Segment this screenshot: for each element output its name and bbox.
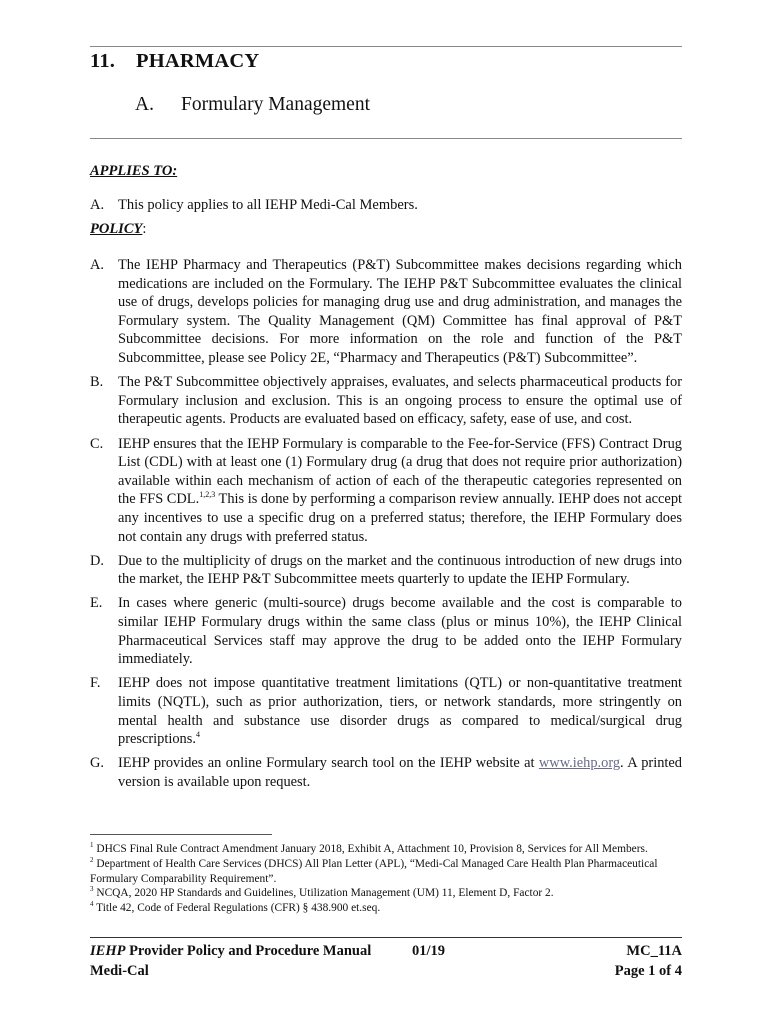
iehp-website-link[interactable]: www.iehp.org bbox=[538, 755, 621, 772]
footnotes bbox=[90, 842, 680, 916]
applies-to-text: This policy applies to all IEHP Medi-Cal Members. bbox=[118, 197, 418, 213]
footnote-number: 1 bbox=[90, 841, 94, 850]
section-letter: A. bbox=[135, 94, 154, 115]
policy-item-a bbox=[90, 256, 682, 368]
footnote-reference: 4 bbox=[195, 730, 200, 740]
footnote-text: Department of Health Care Services (DHCS) All Plan Letter (APL), “Medi-Cal Managed Care Health Plan Pharmaceutical Formulary Comparability Requirement”. bbox=[90, 857, 658, 885]
policy-item-letter: F. bbox=[90, 675, 101, 692]
policy-item-letter: D. bbox=[90, 552, 104, 569]
footnote-number: 2 bbox=[90, 856, 94, 864]
applies-to-item bbox=[90, 197, 418, 214]
chapter-title: PHARMACY bbox=[136, 50, 260, 72]
section-title: Formulary Management bbox=[181, 94, 370, 115]
footnote-reference: 1,2,3 bbox=[199, 490, 216, 500]
policy-item-text: In cases where generic (multi-source) drugs become available and the cost is comparable to similar IEHP Formulary drugs within the same class (plus or minus 10%), the IEHP Clinical Pharmaceutical Services staff may approve the drug to be added onto the IEHP Formulary immediately. bbox=[118, 595, 682, 668]
policy-item-text-part: IEHP does not impose quantitative treatment limitations (QTL) or non-quantitative treatment limits (NQTL), such as prior authorization, tiers, or network standards, more stringently on mental health and substance use disorder drugs as compared to medical/surgical drug prescriptions. bbox=[118, 675, 682, 748]
header-bottom-rule bbox=[90, 138, 682, 139]
revision-date: 01/19 bbox=[412, 943, 446, 959]
section-heading bbox=[135, 94, 370, 116]
footnote bbox=[90, 901, 680, 916]
policy-item-f bbox=[90, 674, 682, 748]
manual-title-rest: Provider Policy and Procedure Manual bbox=[125, 943, 372, 959]
policy-item-letter: E. bbox=[90, 595, 103, 612]
policy-item-c bbox=[90, 435, 682, 547]
policy-item-letter: B. bbox=[90, 374, 104, 391]
policy-heading-colon: : bbox=[142, 221, 147, 237]
header-top-rule bbox=[90, 46, 682, 47]
applies-to-heading: APPLIES TO: bbox=[90, 163, 178, 179]
manual-title-iehp: IEHP bbox=[90, 943, 126, 959]
policy-list bbox=[90, 256, 682, 797]
footnote-number: 4 bbox=[90, 900, 94, 909]
policy-item-g bbox=[90, 754, 682, 791]
policy-item-d bbox=[90, 552, 682, 589]
footer-row-2 bbox=[90, 962, 682, 982]
policy-item-text-part: This is done by performing a comparison review annually. IEHP does not accept any incentives to use a specific drug on a preferred status; therefore, the IEHP Formulary does not contain any drugs with preferred status. bbox=[118, 491, 683, 545]
footnote-separator bbox=[90, 834, 272, 835]
page-footer bbox=[90, 942, 682, 981]
chapter-number: 11. bbox=[90, 50, 116, 72]
footer-rule bbox=[90, 937, 682, 938]
policy-item-letter: G. bbox=[90, 755, 104, 772]
page-number: Page 1 of 4 bbox=[614, 962, 682, 979]
policy-item-text: The P&T Subcommittee objectively appraises, evaluates, and selects pharmaceutical products for Formulary inclusion and exclusion. This is an ongoing process to ensure the optimal use of therapeutic agents. Products are evaluated based on efficacy, safety, ease of use, and cost. bbox=[118, 374, 682, 428]
policy-item-text-part: IEHP ensures that the IEHP Formulary is comparable to the Fee-for-Service (FFS) Contract Drug List (CDL) with at least one (1) Formulary drug (a drug that does not require prior authorization) available within each mechanism of action of each of the therapeutic categories represented on the FFS CDL. bbox=[118, 435, 682, 508]
footnote-text: DHCS Final Rule Contract Amendment January 2018, Exhibit A, Attachment 10, Provision 8, Services for All Members. bbox=[96, 843, 648, 855]
footer-row-1 bbox=[90, 942, 682, 962]
line-of-business: Medi-Cal bbox=[90, 962, 149, 979]
policy-item-text: Due to the multiplicity of drugs on the market and the continuous introduction of new drugs into the market, the IEHP P&T Subcommittee meets quarterly to update the IEHP Formulary. bbox=[118, 552, 682, 588]
policy-item-text: The IEHP Pharmacy and Therapeutics (P&T) Subcommittee makes decisions regarding which medications are included on the Formulary. The IEHP P&T Subcommittee evaluates the clinical use of drugs, develops policies for managing drug use and drug administration, and manages the Formulary system. The Quality Management (QM) Committee has final approval of P&T Subcommittee decisions. For more information on the role and function of the P&T Subcommittee, please see Policy 2E, “Pharmacy and Therapeutics (P&T) Subcommittee”. bbox=[118, 257, 682, 366]
footnote-text: NCQA, 2020 HP Standards and Guidelines, Utilization Management (UM) 11, Element D, Factor 2. bbox=[96, 887, 554, 900]
policy-code: MC_11A bbox=[626, 943, 682, 959]
manual-title bbox=[90, 942, 371, 962]
policy-item-text bbox=[118, 754, 682, 791]
policy-heading bbox=[90, 221, 146, 238]
footnote-text: Title 42, Code of Federal Regulations (CFR) § 438.900 et.seq. bbox=[96, 902, 381, 915]
policy-heading-label: POLICY bbox=[90, 221, 143, 237]
policy-item-letter: A. bbox=[90, 257, 104, 273]
footnote bbox=[90, 857, 680, 887]
footnote-number: 3 bbox=[90, 885, 94, 894]
chapter-heading bbox=[90, 50, 259, 73]
policy-item-letter: C. bbox=[90, 435, 104, 452]
policy-item-e bbox=[90, 594, 682, 668]
footnote bbox=[90, 842, 680, 857]
applies-to-letter: A. bbox=[90, 197, 105, 213]
footnote bbox=[90, 886, 680, 901]
policy-item-text bbox=[118, 674, 682, 748]
policy-item-text-part: IEHP provides an online Formulary search tool on the IEHP website at bbox=[118, 755, 539, 772]
policy-item-text bbox=[118, 435, 682, 547]
policy-item-text-part: . A printed version is available upon request. bbox=[118, 755, 682, 790]
policy-item-b bbox=[90, 373, 682, 429]
